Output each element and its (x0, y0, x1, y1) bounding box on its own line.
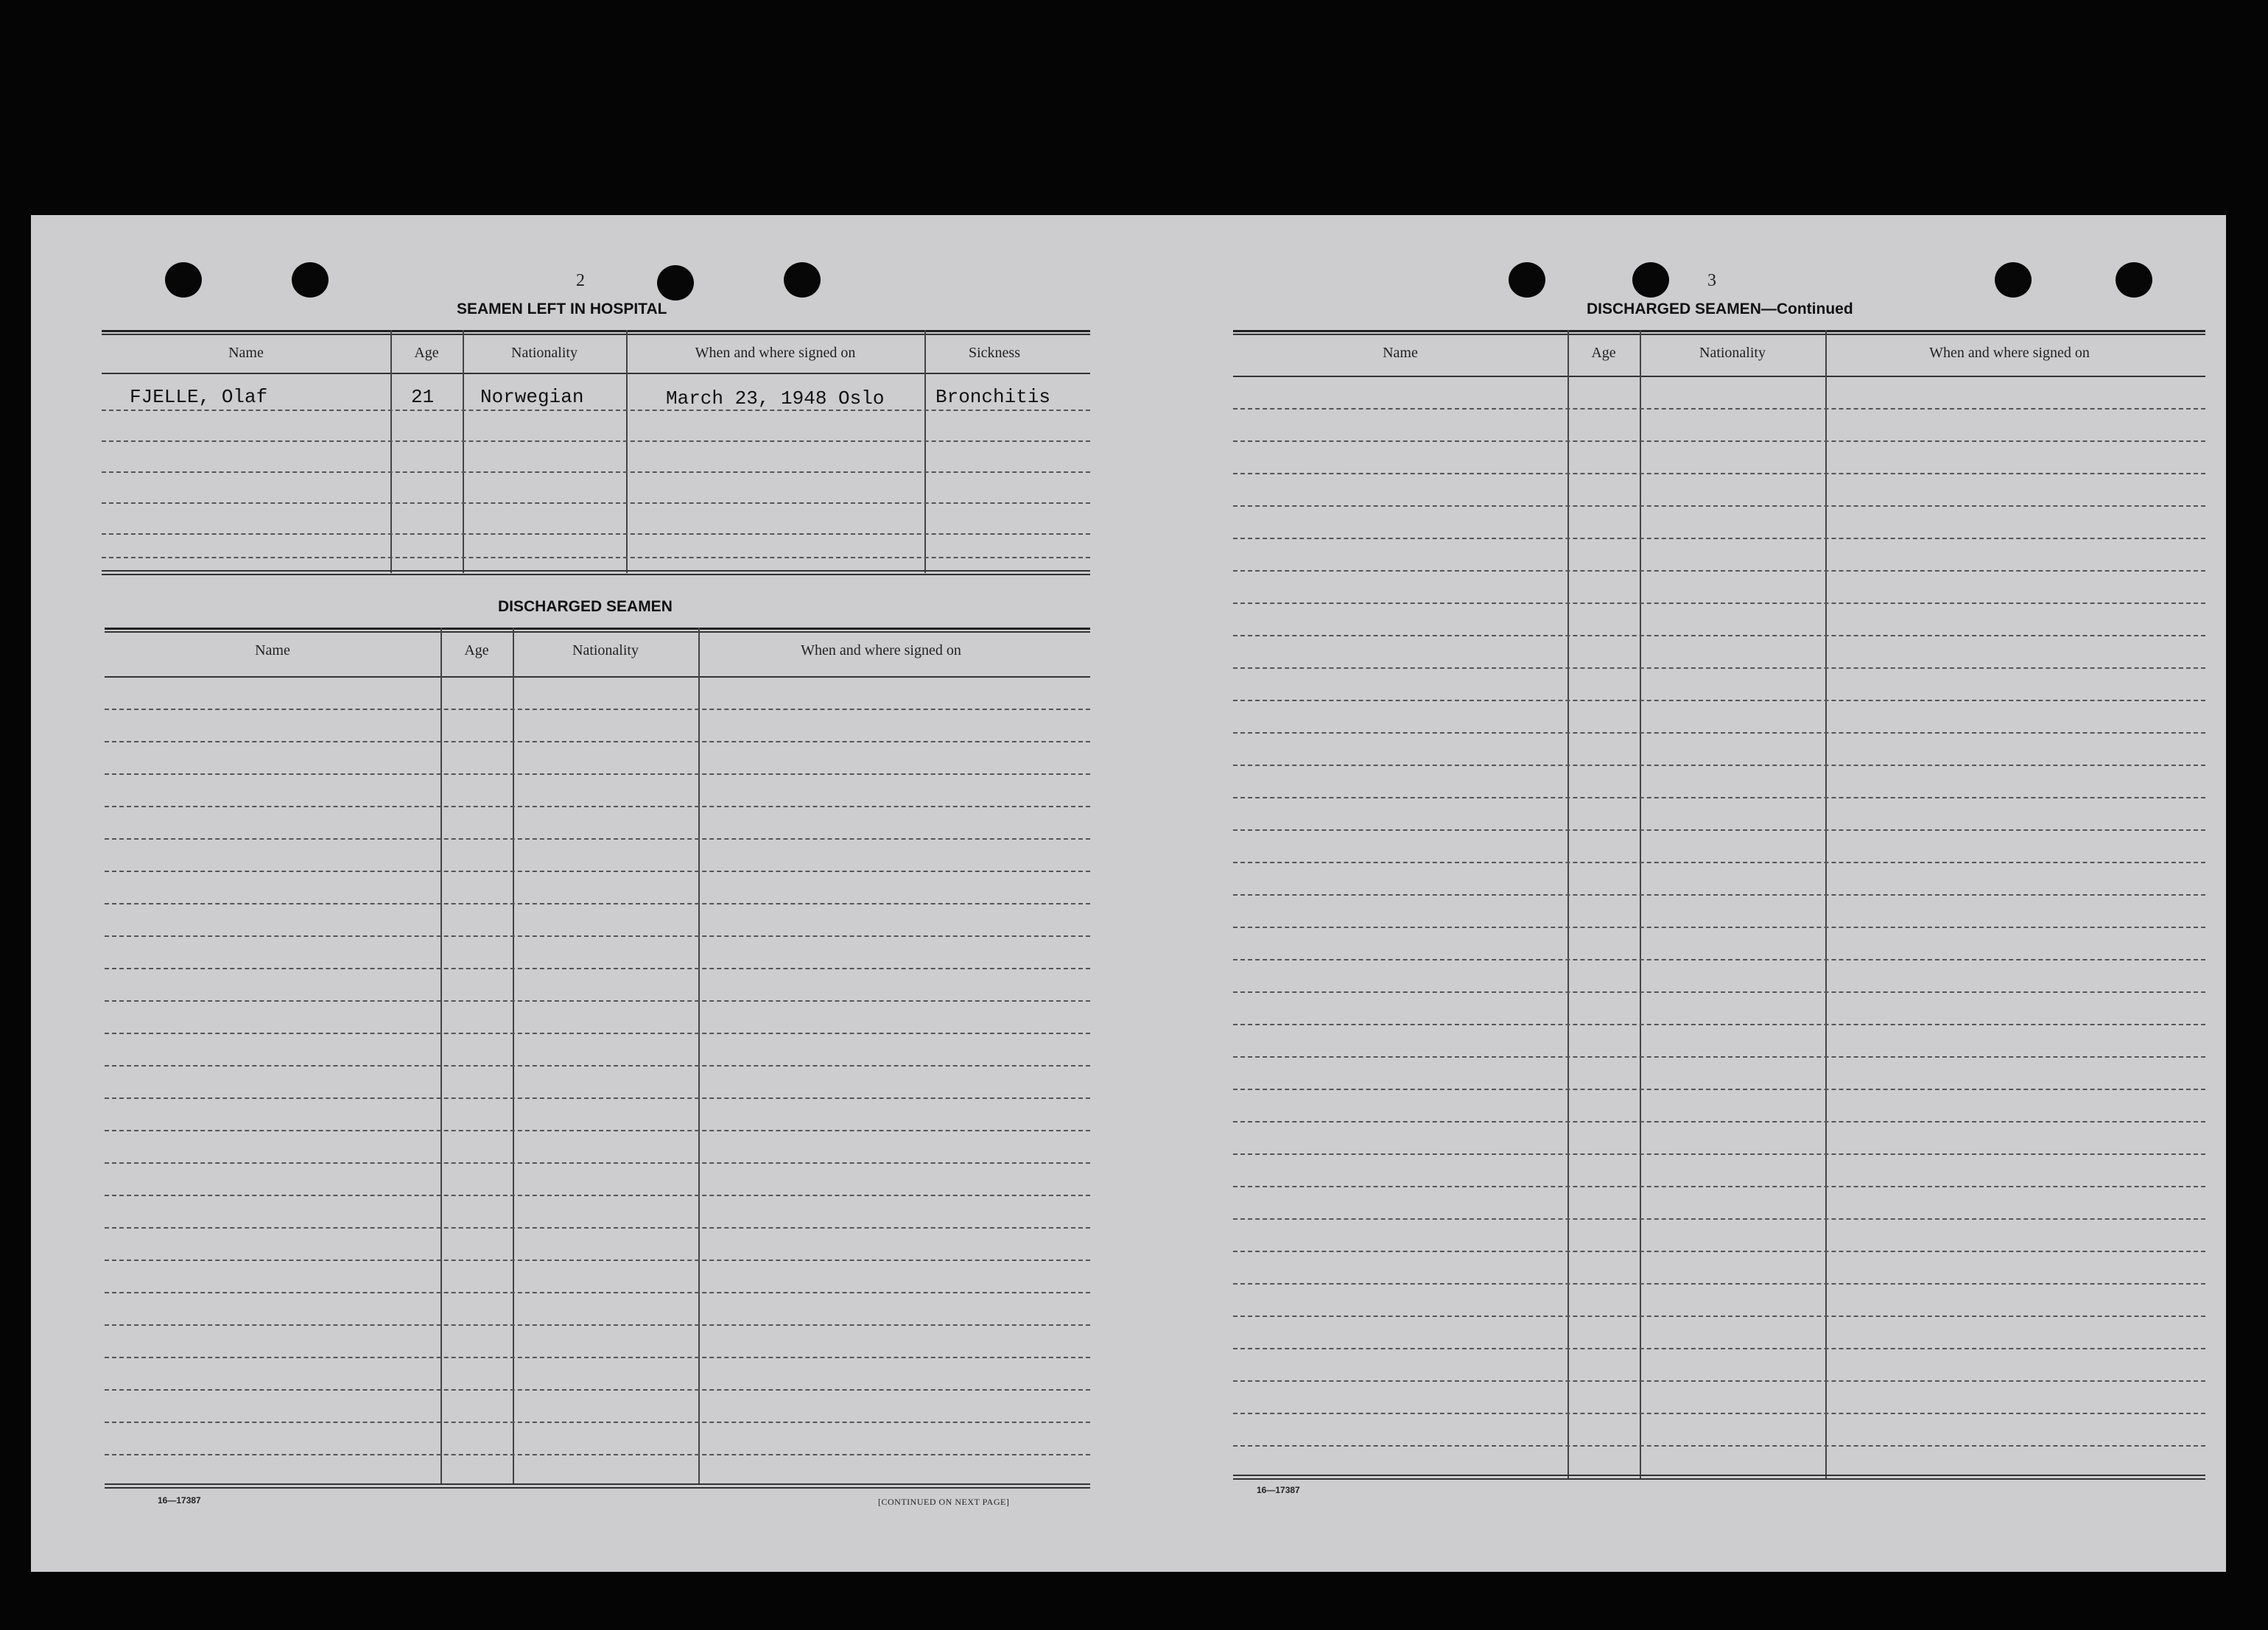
hospital-table (102, 330, 1090, 583)
discharged-table (105, 628, 1090, 1497)
punch-hole (1632, 262, 1669, 298)
punch-hole (165, 262, 202, 298)
hospital-row-signed-on: March 23, 1948 Oslo (666, 387, 885, 410)
ruled-line (105, 1260, 1090, 1261)
ruled-line (1233, 538, 2205, 539)
col-header-name: Name (1383, 345, 1418, 361)
title-continued: —Continued (1760, 301, 1853, 317)
ruled-line (1233, 927, 2205, 928)
col-header-name: Name (228, 345, 264, 361)
ruled-line (105, 1389, 1090, 1391)
ruled-line (105, 871, 1090, 872)
ruled-line (1233, 1218, 2205, 1220)
ruled-line (105, 1292, 1090, 1293)
ruled-line (1233, 505, 2205, 507)
page-number: 3 (1707, 271, 1716, 290)
ruled-line (105, 1324, 1090, 1326)
ruled-line (1233, 1283, 2205, 1285)
col-header-name: Name (255, 642, 290, 658)
ruled-line (105, 1033, 1090, 1034)
hospital-row-age: 21 (411, 386, 435, 408)
ruled-line (1233, 635, 2205, 636)
ruled-line (105, 1422, 1090, 1423)
ruled-line (1233, 408, 2205, 410)
ruled-line (1233, 1024, 2205, 1025)
ruled-line (1233, 1251, 2205, 1252)
title-main: DISCHARGED SEAMEN (1587, 301, 1761, 317)
hospital-section-title: SEAMEN LEFT IN HOSPITAL (457, 301, 667, 317)
ruled-line (105, 773, 1090, 775)
discharged-continued-table (1233, 330, 2205, 1486)
ruled-line (1233, 797, 2205, 798)
ruled-line (1233, 1186, 2205, 1187)
col-header-signed-on: When and where signed on (1929, 345, 2090, 361)
hospital-row-nationality: Norwegian (480, 386, 584, 408)
ruled-line (1233, 991, 2205, 993)
ruled-line (105, 1097, 1090, 1099)
ruled-line (1233, 732, 2205, 734)
ruled-line (1233, 473, 2205, 474)
ruled-line (1233, 1315, 2205, 1317)
discharged-section-title: DISCHARGED SEAMEN (498, 598, 673, 615)
ruled-line (1233, 862, 2205, 863)
ruled-line (1233, 1380, 2205, 1382)
col-header-age: Age (464, 642, 489, 658)
ruled-line (1233, 1348, 2205, 1349)
ruled-line (1233, 1056, 2205, 1058)
punch-hole (292, 262, 329, 298)
ruled-line (1233, 603, 2205, 604)
ruled-line (1233, 1445, 2205, 1447)
page-number: 2 (576, 271, 585, 290)
ruled-line (1233, 700, 2205, 701)
ruled-line (105, 709, 1090, 710)
ruled-line (105, 838, 1090, 840)
ruled-line (105, 903, 1090, 904)
col-header-nationality: Nationality (1699, 345, 1766, 361)
col-header-age: Age (414, 345, 439, 361)
ruled-line (1233, 667, 2205, 669)
col-header-age: Age (1591, 345, 1616, 361)
ruled-line (1233, 570, 2205, 572)
left-page (31, 215, 1128, 1572)
ruled-line (105, 1454, 1090, 1455)
ruled-line (105, 1130, 1090, 1131)
col-header-sickness: Sickness (969, 345, 1020, 361)
ruled-line (105, 1227, 1090, 1229)
ruled-line (1233, 959, 2205, 960)
col-header-signed-on: When and where signed on (695, 345, 856, 361)
ruled-line (1233, 1413, 2205, 1414)
ruled-line (105, 1357, 1090, 1358)
punch-hole (784, 262, 821, 298)
ruled-line (1233, 894, 2205, 896)
ruled-line (1233, 765, 2205, 766)
ruled-line (105, 741, 1090, 742)
discharged-continued-title (1587, 301, 1853, 318)
punch-hole (657, 265, 694, 301)
ruled-line (105, 1000, 1090, 1002)
ruled-line (105, 968, 1090, 969)
ruled-line (105, 1065, 1090, 1067)
ruled-line (105, 935, 1090, 937)
form-number: 16—17387 (1257, 1485, 1300, 1495)
document-sheet (31, 215, 2226, 1572)
ruled-line (1233, 1153, 2205, 1155)
hospital-row-name: FJELLE, Olaf (130, 386, 268, 408)
punch-hole (2116, 262, 2152, 298)
hospital-row-sickness: Bronchitis (935, 386, 1051, 408)
col-header-nationality: Nationality (572, 642, 639, 658)
ruled-line (105, 1195, 1090, 1196)
ruled-line (1233, 440, 2205, 442)
continued-note: [CONTINUED ON NEXT PAGE] (878, 1497, 1010, 1507)
punch-hole (1509, 262, 1545, 298)
ruled-line (1233, 1089, 2205, 1090)
right-page (1128, 215, 2226, 1572)
form-number: 16—17387 (158, 1495, 201, 1506)
col-header-signed-on: When and where signed on (801, 642, 961, 658)
ruled-line (105, 1162, 1090, 1164)
punch-hole (1995, 262, 2032, 298)
col-header-nationality: Nationality (511, 345, 577, 361)
ruled-line (105, 806, 1090, 807)
ruled-line (1233, 1121, 2205, 1123)
ruled-line (1233, 829, 2205, 831)
